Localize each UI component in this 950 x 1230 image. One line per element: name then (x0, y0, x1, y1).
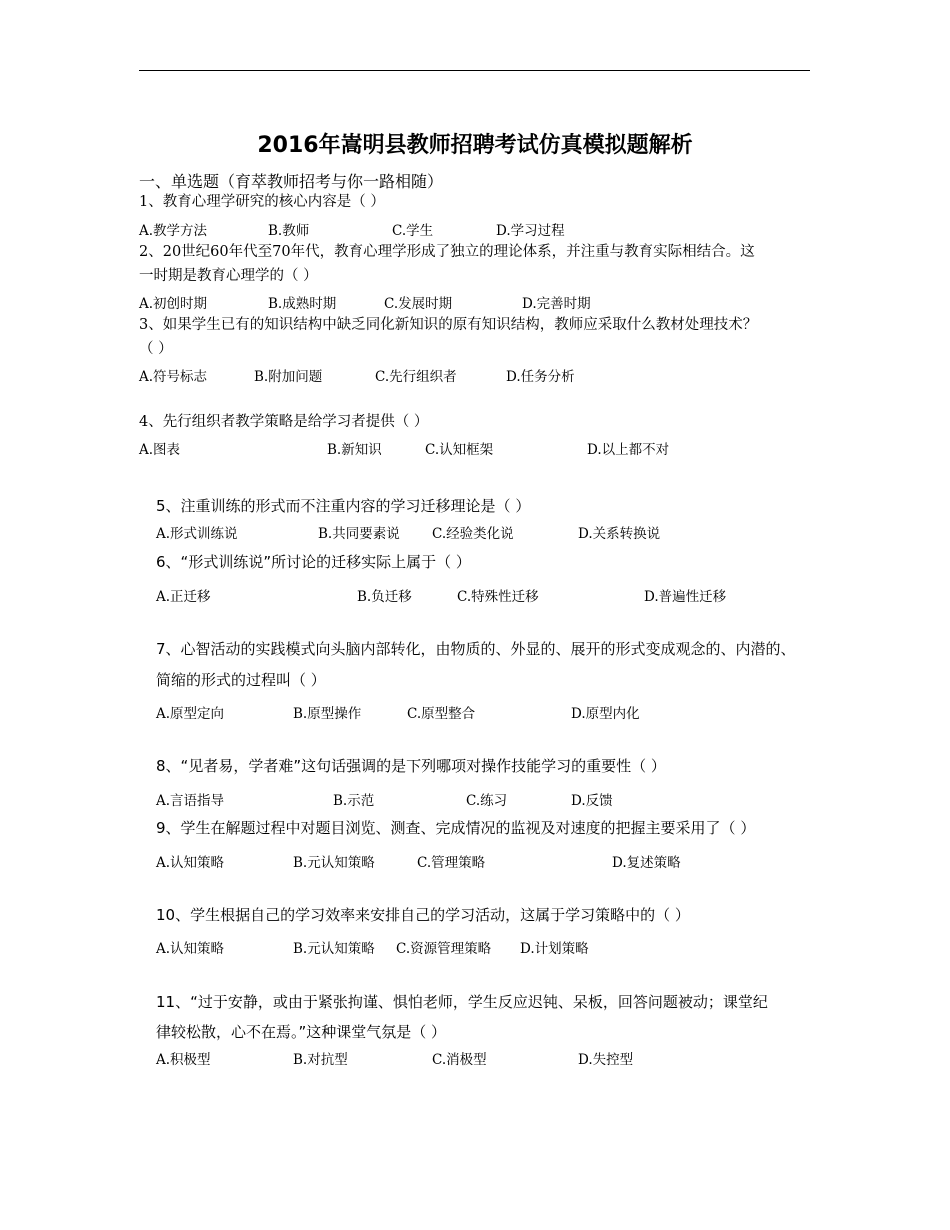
q8-option-c: C.练习 (466, 793, 508, 809)
q8-option-b: B.示范 (333, 793, 375, 809)
q7-option-d: D.原型内化 (571, 706, 640, 722)
q2-option-c: C.发展时期 (384, 296, 453, 312)
q6-option-c: C.特殊性迁移 (457, 589, 539, 605)
question-3: 3、如果学生已有的知识结构中缺乏同化新知识的原有知识结构，教师应采取什么教材处理技术？ (139, 317, 758, 333)
question-11-line2: 律较松散，心不在焉。”这种课堂气氛是（ ） (156, 1023, 447, 1041)
q5-option-b: B.共同要素说 (318, 526, 400, 542)
q4-option-c: C.认知框架 (425, 442, 494, 458)
question-2: 2、20世纪60年代至70年代，教育心理学形成了独立的理论体系，并注重与教育实际相结合。这 (139, 244, 755, 260)
q5-option-c: C.经验类化说 (432, 526, 514, 542)
q4-option-a: A.图表 (139, 442, 181, 458)
question-8: 8、“见者易，学者难”这句话强调的是下列哪项对操作技能学习的重要性（ ） (156, 757, 666, 775)
q11-option-d: D.失控型 (578, 1052, 634, 1068)
q11-option-c: C.消极型 (432, 1052, 487, 1068)
q6-option-a: A.正迁移 (156, 589, 211, 605)
q1-option-d: D.学习过程 (496, 223, 565, 239)
question-7-line2: 简缩的形式的过程叫（ ） (156, 671, 326, 689)
q2-option-a: A.初创时期 (139, 296, 208, 312)
q9-option-a: A.认知策略 (156, 855, 225, 871)
q3-option-b: B.附加问题 (254, 369, 323, 385)
question-1: 1、教育心理学研究的核心内容是（ ） (139, 194, 385, 210)
question-3-line2: （ ） (139, 341, 173, 357)
q11-option-b: B.对抗型 (293, 1052, 348, 1068)
q1-option-b: B.教师 (268, 223, 310, 239)
header-rule (139, 70, 810, 71)
q9-option-b: B.元认知策略 (293, 855, 375, 871)
q10-option-d: D.计划策略 (520, 941, 589, 957)
q9-option-d: D.复述策略 (612, 855, 681, 871)
q8-option-d: D.反馈 (571, 793, 613, 809)
q3-option-d: D.任务分析 (506, 369, 575, 385)
question-5: 5、注重训练的形式而不注重内容的学习迁移理论是（ ） (156, 497, 531, 515)
question-9: 9、学生在解题过程中对题目浏览、测查、完成情况的监视及对速度的把握主要采用了（ ） (156, 819, 756, 837)
q5-option-a: A.形式训练说 (156, 526, 238, 542)
q4-option-d: D.以上都不对 (587, 442, 670, 458)
q9-option-c: C.管理策略 (417, 855, 486, 871)
question-11: 11、“过于安静，或由于紧张拘谨、惧怕老师，学生反应迟钝、呆板，回答问题被动；课堂纪 (156, 993, 768, 1011)
q10-option-b: B.元认知策略 (293, 941, 375, 957)
q11-option-a: A.积极型 (156, 1052, 211, 1068)
q1-option-c: C.学生 (392, 223, 434, 239)
section-heading: 一、单选题（育萃教师招考与你一路相随） (139, 172, 444, 191)
q10-option-c: C.资源管理策略 (396, 941, 492, 957)
q1-option-a: A.教学方法 (139, 223, 208, 239)
question-7: 7、心智活动的实践模式向头脑内部转化，由物质的、外显的、展开的形式变成观念的、内潜的、 (156, 640, 796, 658)
q2-option-b: B.成熟时期 (268, 296, 337, 312)
question-10: 10、学生根据自己的学习效率来安排自己的学习活动，这属于学习策略中的（ ） (156, 906, 690, 924)
question-6: 6、“形式训练说”所讨论的迁移实际上属于（ ） (156, 553, 471, 571)
q4-option-b: B.新知识 (327, 442, 382, 458)
q3-option-c: C.先行组织者 (375, 369, 457, 385)
q3-option-a: A.符号标志 (139, 369, 208, 385)
q6-option-b: B.负迁移 (357, 589, 412, 605)
document-title: 2016年嵩明县教师招聘考试仿真模拟题解析 (257, 133, 693, 158)
q10-option-a: A.认知策略 (156, 941, 225, 957)
q8-option-a: A.言语指导 (156, 793, 225, 809)
q2-option-d: D.完善时期 (522, 296, 591, 312)
question-4: 4、先行组织者教学策略是给学习者提供（ ） (139, 414, 429, 430)
q7-option-c: C.原型整合 (407, 706, 476, 722)
q5-option-d: D.关系转换说 (578, 526, 661, 542)
q6-option-d: D.普遍性迁移 (644, 589, 727, 605)
question-2-line2: 一时期是教育心理学的（ ） (139, 268, 318, 284)
q7-option-b: B.原型操作 (293, 706, 362, 722)
q7-option-a: A.原型定向 (156, 706, 225, 722)
